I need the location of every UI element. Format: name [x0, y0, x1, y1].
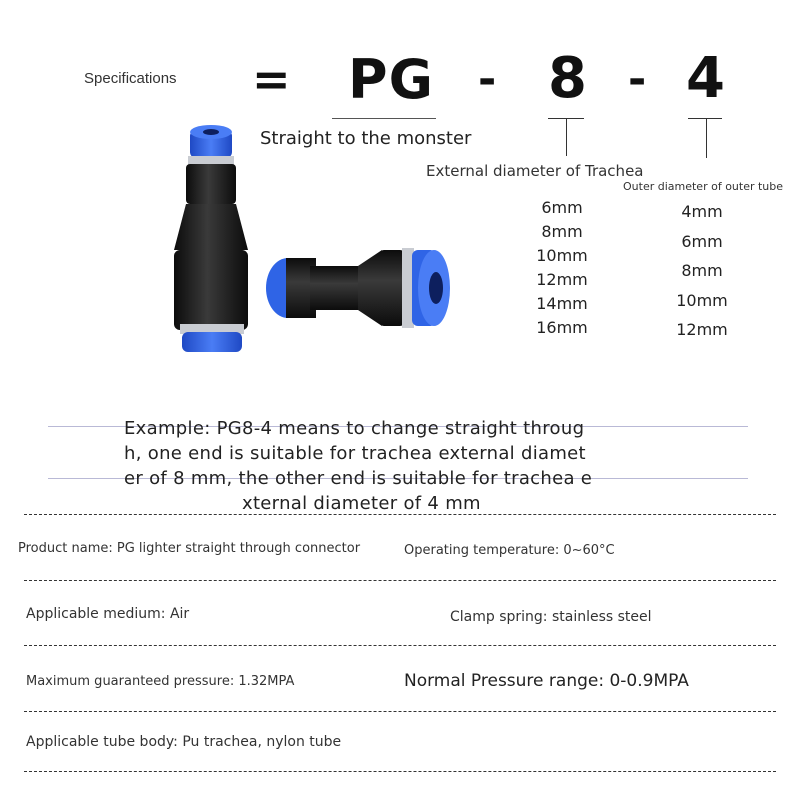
size-item: 12mm	[676, 320, 728, 339]
applicable-medium-text: Applicable medium: Air	[26, 606, 190, 622]
horizontal-connector	[266, 248, 450, 328]
size-item: 6mm	[681, 231, 723, 251]
example-line: h, one end is suitable for trachea external diamet	[124, 443, 586, 464]
product-subtitle: Straight to the monster	[260, 128, 472, 149]
size-item: 16mm	[536, 318, 588, 337]
model-size-a: 8	[548, 46, 587, 111]
example-line: Example: PG8-4 means to change straight throug	[124, 418, 585, 439]
right-size-list	[660, 197, 744, 345]
dashed-separator	[24, 645, 776, 646]
example-text	[124, 416, 644, 516]
dashed-separator	[24, 580, 776, 581]
outer-diameter-label: Outer diameter of outer tube	[623, 180, 784, 193]
dashed-separator	[24, 514, 776, 515]
prefix-underline	[332, 118, 436, 119]
equals-sign: =	[252, 52, 291, 106]
dashed-separator	[24, 711, 776, 712]
clamp-spring-text: Clamp spring: stainless steel	[450, 609, 652, 625]
bracket-stem-b	[706, 118, 707, 158]
size-item: 12mm	[536, 270, 588, 289]
example-line: xternal diameter of 4 mm	[242, 493, 481, 514]
bracket-top-b	[688, 118, 722, 119]
dashed-separator	[24, 771, 776, 772]
size-item: 8mm	[681, 261, 723, 280]
connector-product-image	[150, 120, 470, 370]
size-item: 10mm	[536, 246, 588, 265]
dash-separator-2: -	[628, 54, 647, 105]
size-item: 10mm	[676, 290, 728, 310]
bracket-stem-a	[566, 118, 567, 156]
max-pressure-text: Maximum guaranteed pressure: 1.32MPA	[26, 674, 295, 689]
size-item: 6mm	[541, 198, 583, 217]
left-size-list	[520, 196, 604, 340]
normal-pressure-text: Normal Pressure range: 0-0.9MPA	[404, 671, 689, 691]
dash-separator-1: -	[478, 54, 497, 105]
specifications-label: Specifications	[84, 70, 177, 87]
operating-temperature-text: Operating temperature: 0~60°C	[404, 543, 615, 558]
model-size-b: 4	[686, 46, 725, 111]
product-name-text: Product name: PG lighter straight through connector	[18, 541, 361, 556]
size-item: 8mm	[541, 222, 583, 241]
tube-body-text: Applicable tube body: Pu trachea, nylon tube	[26, 734, 342, 750]
example-line: er of 8 mm, the other end is suitable for trachea e	[124, 468, 593, 489]
model-prefix: PG	[348, 48, 434, 111]
size-item: 4mm	[681, 202, 723, 221]
size-item: 14mm	[536, 294, 588, 313]
external-diameter-label: External diameter of Trachea	[426, 162, 644, 180]
vertical-connector	[174, 125, 248, 352]
